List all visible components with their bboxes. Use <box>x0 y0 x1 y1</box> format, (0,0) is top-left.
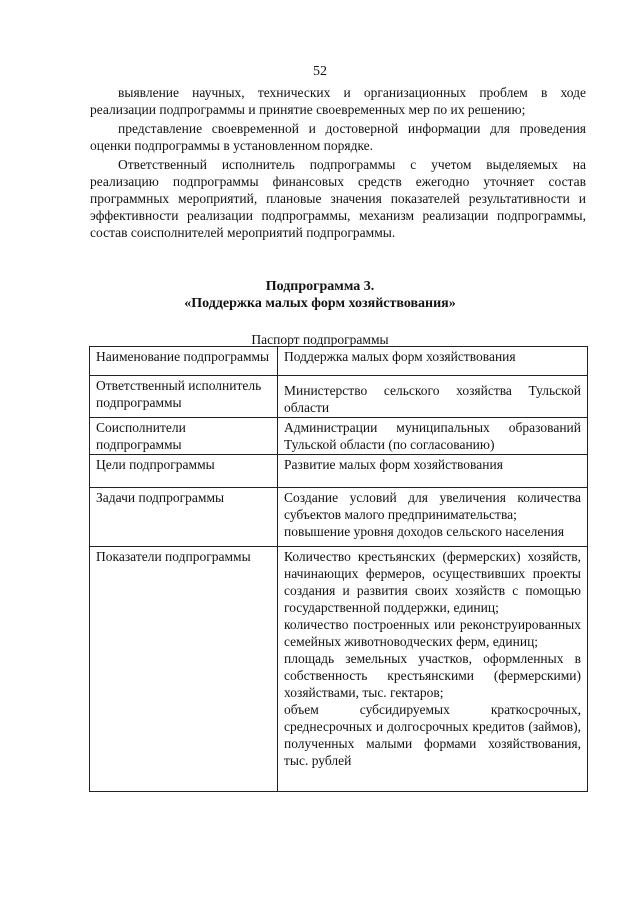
value-text: объем субсидируемых краткосрочных, среднесрочных и долгосрочных кредитов (займов), полученных малыми формами хозяйствования, тыс. рублей <box>284 702 581 768</box>
row-label: Наименование подпрограммы <box>90 347 278 376</box>
page-number: 52 <box>313 64 327 79</box>
passport-table <box>89 346 588 792</box>
row-label: Цели подпрограммы <box>90 455 278 488</box>
table-row <box>90 455 588 488</box>
paragraph-3: Ответственный исполнитель подпрограммы с учетом выделяемых на реализацию подпрограммы финансовых средств ежегодно уточняет состав программных мероприятий, плановые значения показателей результативности и эффективности реализации подпрограммы, механизм реализации подпрограммы, состав соисполнителей мероприятий подпрограммы. <box>90 157 586 240</box>
table-row <box>90 347 588 376</box>
row-value <box>278 376 588 418</box>
table-row <box>90 418 588 455</box>
paragraph-1: выявление научных, технических и организационных проблем в ходе реализации подпрограммы и принятие своевременных мер по их решению; <box>90 85 586 117</box>
value-text: Министерство сельского хозяйства Тульской области <box>284 383 581 415</box>
value-text: повышение уровня доходов сельского населения <box>284 524 565 539</box>
row-value <box>278 455 588 488</box>
subprogram-name: «Поддержка малых форм хозяйствования» <box>184 296 456 311</box>
value-text: Развитие малых форм хозяйствования <box>284 457 503 472</box>
row-label: Показатели подпрограммы <box>90 547 278 792</box>
table-caption: Паспорт подпрограммы <box>251 332 389 347</box>
value-text: Создание условий для увеличения количества субъектов малого предпринимательства; <box>284 490 581 522</box>
value-text: количество построенных или реконструированных семейных животноводческих ферм, единиц; <box>284 617 581 649</box>
paragraph-2: представление своевременной и достоверной информации для проведения оценки подпрограммы в установленном порядке. <box>90 121 586 153</box>
row-value <box>278 418 588 455</box>
row-value <box>278 347 588 376</box>
table-row <box>90 547 588 792</box>
row-label: Соисполнители подпрограммы <box>90 418 278 455</box>
value-text: площадь земельных участков, оформленных в собственность крестьянскими (фермерскими) хозяйствами, тыс. гектаров; <box>284 651 581 700</box>
row-label: Ответственный исполнитель подпрограммы <box>90 376 278 418</box>
row-value <box>278 488 588 547</box>
table-row <box>90 488 588 547</box>
row-label: Задачи подпрограммы <box>90 488 278 547</box>
subprogram-title: Подпрограмма 3. <box>265 279 375 294</box>
row-value <box>278 547 588 792</box>
table-row <box>90 376 588 418</box>
value-text: Администрации муниципальных образований Тульской области (по согласованию) <box>284 420 581 452</box>
value-text: Количество крестьянских (фермерских) хозяйств, начинающих фермеров, осуществивших проекты создания и развития своих хозяйств с помощью государственной поддержки, единиц; <box>284 549 581 615</box>
value-text: Поддержка малых форм хозяйствования <box>284 349 516 364</box>
